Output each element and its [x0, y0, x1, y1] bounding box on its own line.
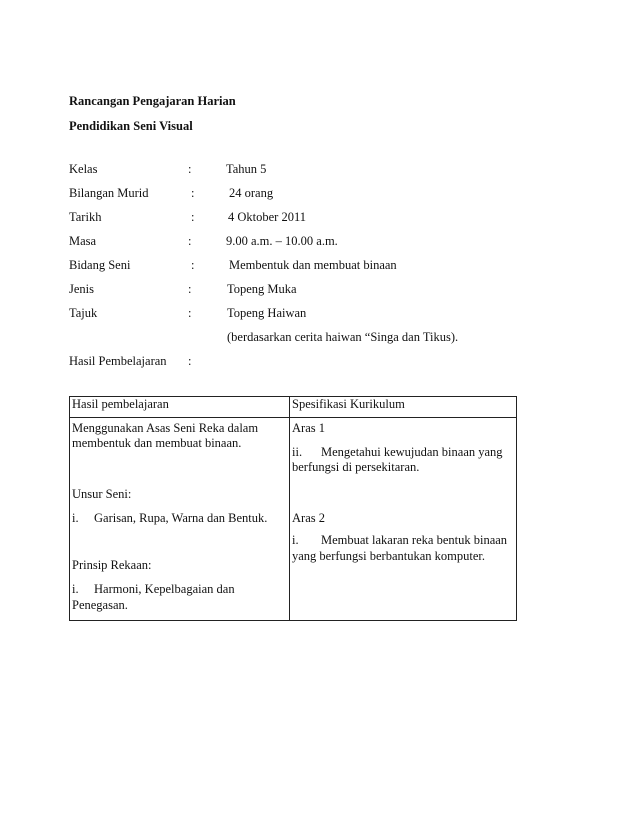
field-colon: : — [191, 258, 195, 272]
aras-1-heading: Aras 1 — [292, 421, 325, 435]
field-label-tajuk: Tajuk — [69, 306, 98, 320]
prinsip-rekaan-heading: Prinsip Rekaan: — [72, 558, 152, 572]
field-value-tajuk: Topeng Haiwan — [227, 306, 307, 320]
field-colon: : — [191, 210, 195, 224]
field-label-tarikh: Tarikh — [69, 210, 102, 224]
unsur-seni-item — [72, 511, 267, 526]
unsur-seni-text: Garisan, Rupa, Warna dan Bentuk. — [94, 511, 268, 525]
field-label-jenis: Jenis — [69, 282, 94, 296]
aras-2-text: Membuat lakaran reka bentuk binaan — [321, 533, 508, 547]
field-value-kelas: Tahun 5 — [226, 162, 267, 176]
field-value-bidang-seni: Membentuk dan membuat binaan — [229, 258, 397, 272]
prinsip-rekaan-text-cont: Penegasan. — [72, 598, 128, 612]
field-label-masa: Masa — [69, 234, 97, 248]
prinsip-rekaan-text: Harmoni, Kepelbagaian dan — [94, 582, 235, 596]
curriculum-table — [69, 396, 517, 621]
cell-hasil-pembelajaran — [70, 418, 290, 621]
aras-2-text-cont: yang berfungsi berbantukan komputer. — [292, 549, 486, 563]
field-value-masa: 9.00 a.m. – 10.00 a.m. — [226, 234, 338, 248]
prinsip-rekaan-item — [72, 582, 235, 597]
aras-1-item — [292, 445, 503, 460]
tajuk-note: (berdasarkan cerita haiwan “Singa dan Tikus). — [227, 330, 459, 344]
field-label-kelas: Kelas — [69, 162, 98, 176]
aras-2-item — [292, 533, 507, 548]
cell-spesifikasi-kurikulum — [290, 418, 517, 621]
field-value-tarikh: 4 Oktober 2011 — [228, 210, 306, 224]
table-row — [70, 418, 517, 621]
list-number: i. — [292, 533, 299, 547]
field-value-bilangan-murid: 24 orang — [229, 186, 274, 200]
document-title: Rancangan Pengajaran Harian — [69, 94, 236, 108]
field-value-jenis: Topeng Muka — [227, 282, 297, 296]
header-spesifikasi-kurikulum: Spesifikasi Kurikulum — [290, 397, 517, 418]
field-colon: : — [188, 234, 192, 248]
aras-1-text-cont: berfungsi di persekitaran. — [292, 460, 420, 474]
list-number: i. — [72, 511, 79, 525]
list-number: i. — [72, 582, 79, 596]
objective-line: membentuk dan membuat binaan. — [72, 436, 242, 450]
objective-line: Menggunakan Asas Seni Reka dalam — [72, 421, 259, 435]
field-label-hasil-pembelajaran: Hasil Pembelajaran — [69, 354, 167, 368]
aras-2-heading: Aras 2 — [292, 511, 325, 525]
field-colon: : — [188, 282, 192, 296]
header-hasil-pembelajaran: Hasil pembelajaran — [70, 397, 290, 418]
aras-1-text: Mengetahui kewujudan binaan yang — [321, 445, 503, 459]
unsur-seni-heading: Unsur Seni: — [72, 487, 132, 501]
field-colon: : — [188, 306, 192, 320]
field-colon: : — [188, 162, 192, 176]
table-header-row — [70, 397, 517, 418]
field-colon: : — [191, 186, 195, 200]
subject-title: Pendidikan Seni Visual — [69, 119, 193, 133]
list-number: ii. — [292, 445, 303, 459]
field-label-bilangan-murid: Bilangan Murid — [69, 186, 149, 200]
field-colon: : — [188, 354, 192, 368]
field-label-bidang-seni: Bidang Seni — [69, 258, 131, 272]
